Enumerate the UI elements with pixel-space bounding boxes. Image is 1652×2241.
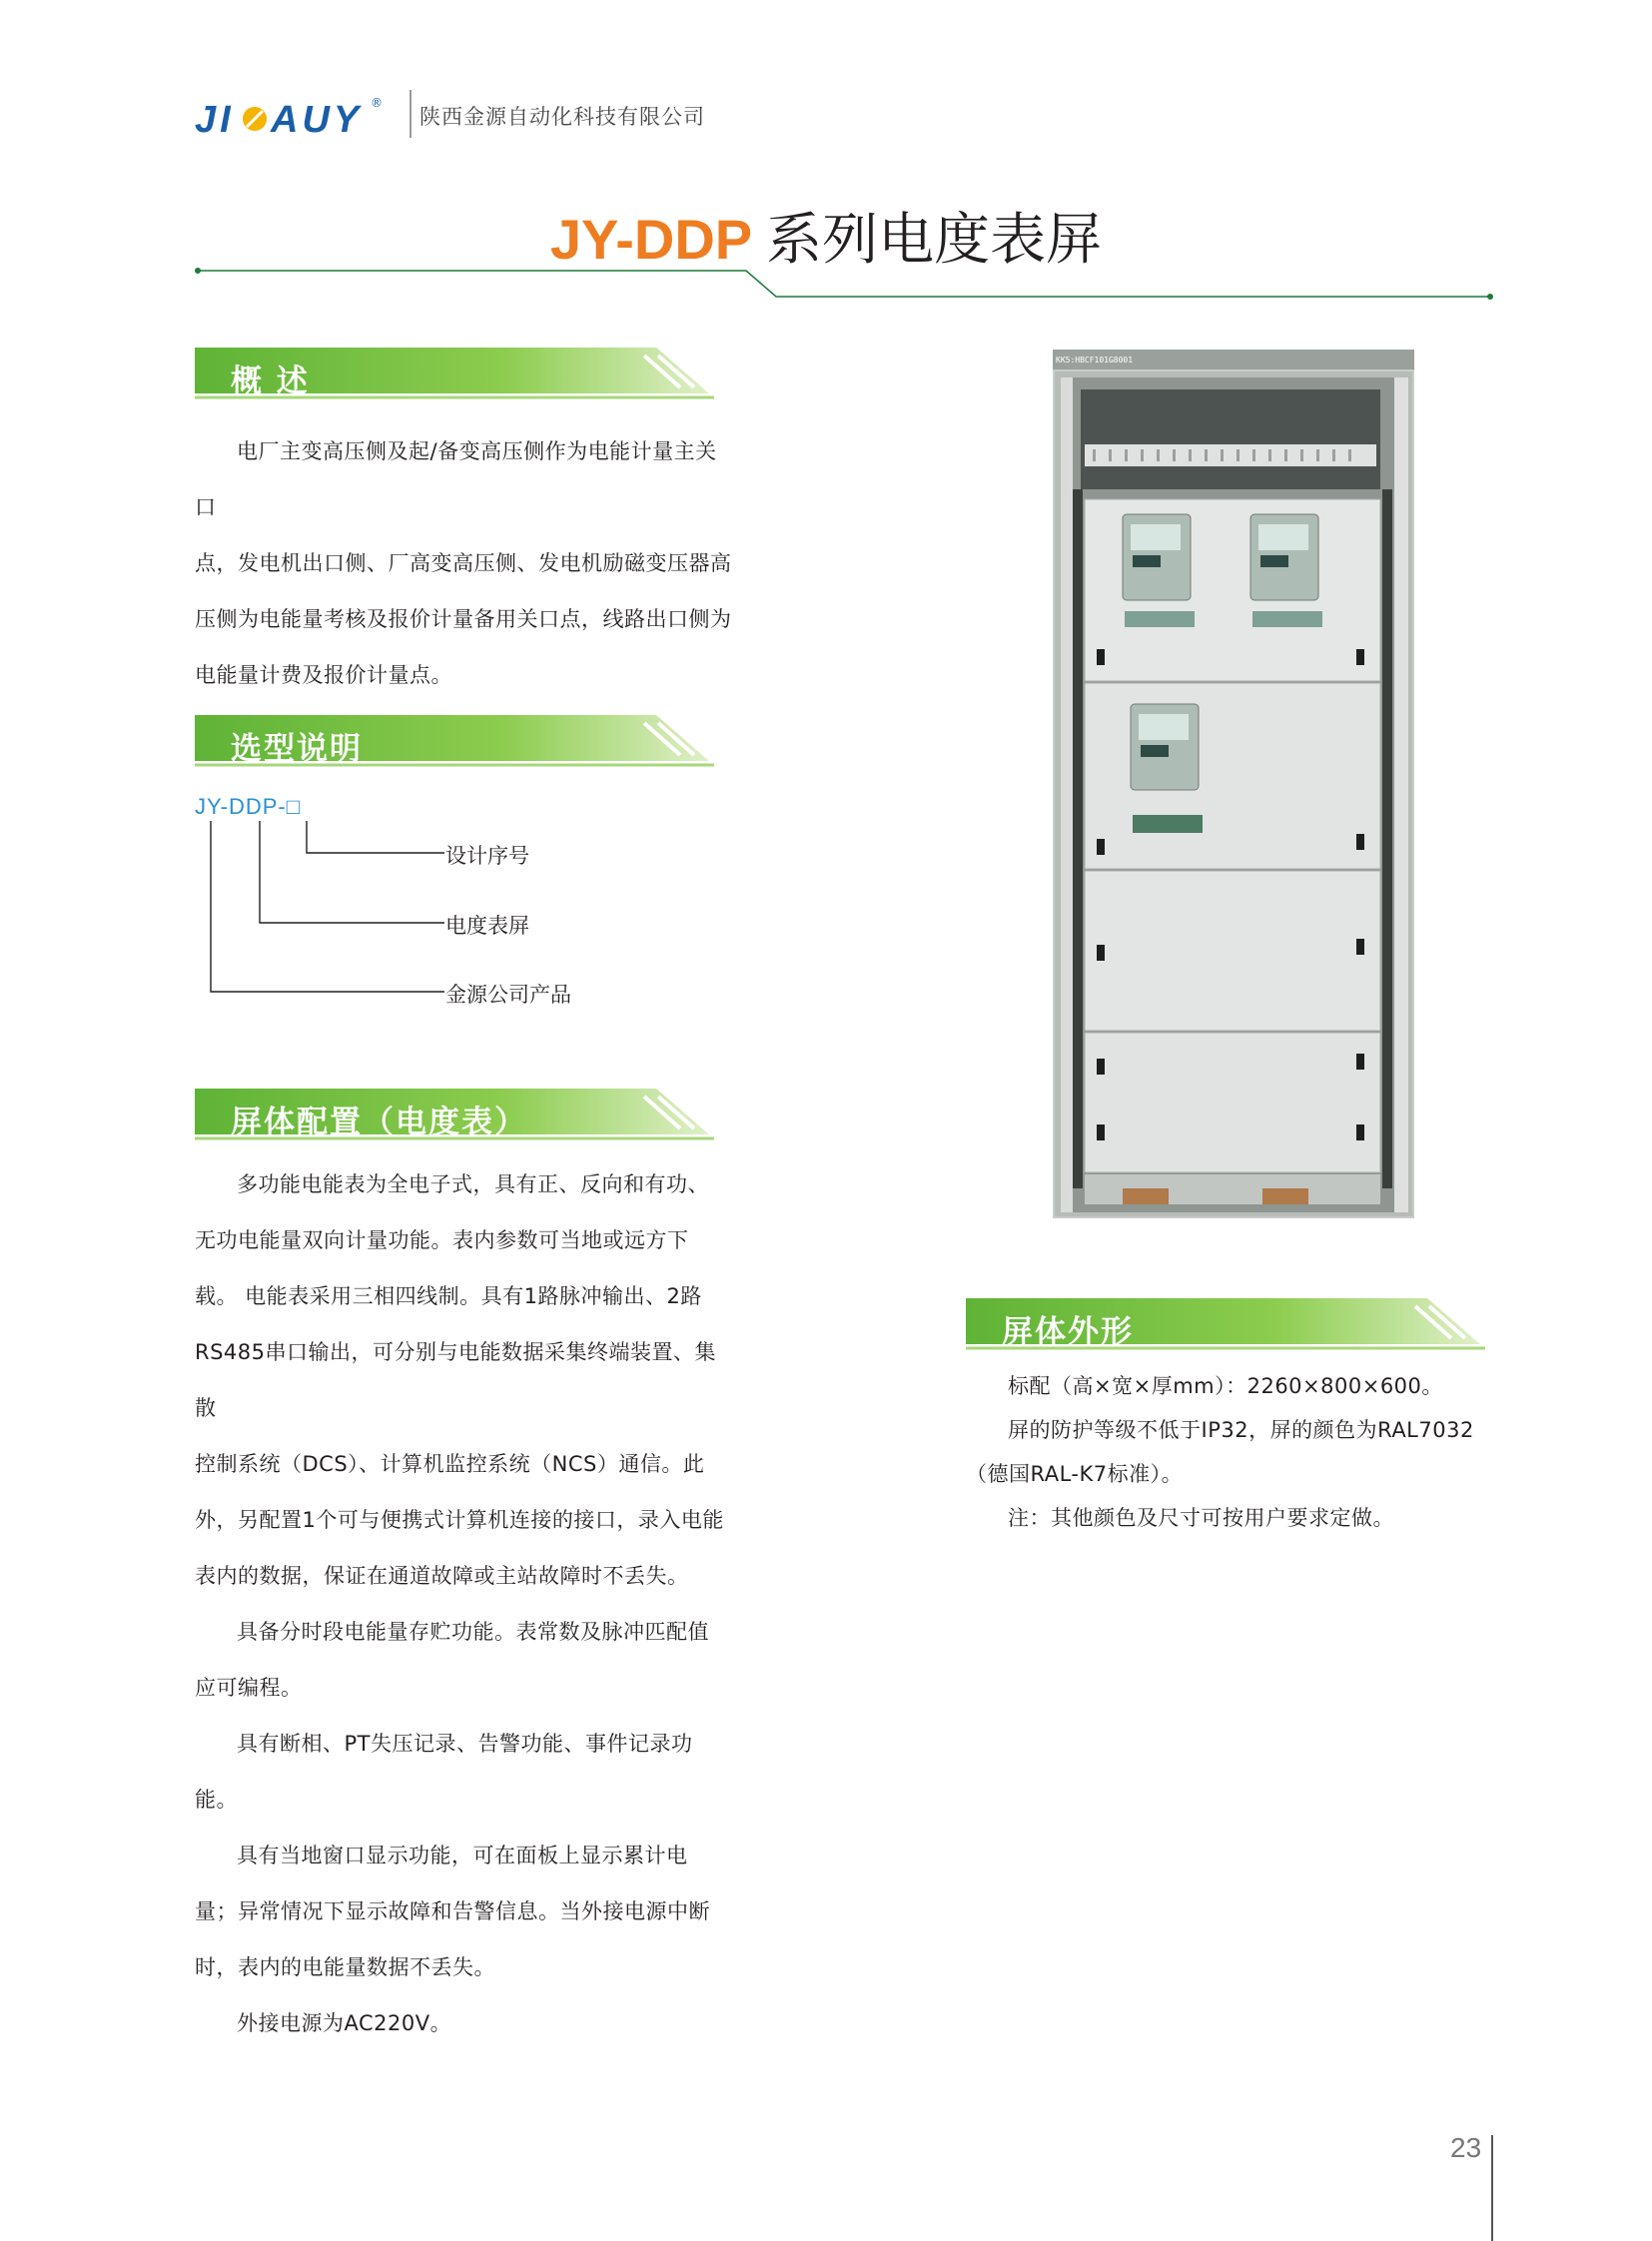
overview-line: 点，发电机出口侧、厂高变高压侧、发电机励磁变压器高 <box>195 551 732 575</box>
config-line: 多功能电能表为全电子式，具有正、反向和有功、 <box>237 1172 709 1196</box>
config-line: 具有断相、PT失压记录、告警功能、事件记录功能。 <box>195 1732 693 1812</box>
config-line: 外，另配置1个可与便携式计算机连接的接口，录入电能 <box>195 1508 724 1532</box>
logo-text: JI <box>195 99 235 141</box>
overview-text <box>195 423 734 703</box>
model-label-meter-panel: 电度表屏 <box>445 914 529 938</box>
config-line: 量；异常情况下显示故障和告警信息。当外接电源中断 <box>195 1899 710 1923</box>
page-number-rule <box>1491 2135 1493 2241</box>
config-line: 具有当地窗口显示功能，可在面板上显示累计电 <box>237 1844 688 1868</box>
config-line: 外接电源为AC220V。 <box>237 2011 452 2035</box>
section-header-overview <box>195 348 714 403</box>
model-breakdown-diagram <box>195 821 654 1001</box>
svg-text:AUY: AUY <box>271 99 364 141</box>
section-title-config: 屏体配置（电度表） <box>231 1105 527 1140</box>
company-logo <box>195 92 410 142</box>
overview-line: 压侧为电能量考核及报价计量备用关口点，线路出口侧为 <box>195 607 732 631</box>
config-line: 无功电能量双向计量功能。表内参数可当地或远方下 <box>195 1228 689 1252</box>
cabinet-photo <box>1053 350 1414 1218</box>
shape-line: 屏的防护等级不低于IP32，屏的颜色为RAL7032 <box>1008 1418 1474 1442</box>
shape-line: 注：其他颜色及尺寸可按用户要求定做。 <box>1008 1506 1394 1530</box>
config-line: 表内的数据，保证在通道故障或主站故障时不丢失。 <box>195 1564 689 1588</box>
registered-mark: ® <box>371 96 383 110</box>
model-label-design-seq: 设计序号 <box>445 844 529 868</box>
shape-text <box>966 1364 1505 1540</box>
product-code: JY-DDP <box>549 208 753 271</box>
config-text <box>195 1156 734 2051</box>
product-name: 系列电度表屏 <box>766 208 1103 273</box>
overview-line: 电厂主变高压侧及起/备变高压侧作为电能计量主关口 <box>195 439 717 519</box>
section-header-config <box>195 1089 714 1144</box>
shape-line: 标配（高×宽×厚mm）：2260×800×600。 <box>1008 1374 1443 1398</box>
section-title-overview: 概 述 <box>231 364 310 399</box>
title-underline <box>195 265 1493 305</box>
overview-line: 电能量计费及报价计量点。 <box>195 663 452 687</box>
config-line: 时，表内的电能量数据不丢失。 <box>195 1955 495 1979</box>
shape-line: （德国RAL-K7标准）。 <box>966 1462 1184 1486</box>
header-divider <box>410 90 412 138</box>
config-line: 应可编程。 <box>195 1676 303 1700</box>
model-code: JY-DDP-□ <box>195 794 302 819</box>
model-label-company-product: 金源公司产品 <box>445 983 571 1007</box>
section-title-selection: 选型说明 <box>231 731 363 767</box>
config-line: 具备分时段电能量存贮功能。表常数及脉冲匹配值 <box>237 1620 709 1644</box>
page-number: 23 <box>1450 2132 1482 2163</box>
nameplate-text: KK5:HBCF101G8001 <box>1056 356 1134 365</box>
config-line: 控制系统（DCS）、计算机监控系统（NCS）通信。此 <box>195 1452 705 1476</box>
section-title-shape: 屏体外形 <box>1002 1314 1134 1350</box>
config-line: 载。 电能表采用三相四线制。具有1路脉冲输出、2路 <box>195 1284 702 1308</box>
company-name: 陕西金源自动化科技有限公司 <box>419 105 705 129</box>
section-header-selection <box>195 715 714 771</box>
config-line: RS485串口输出，可分别与电能数据采集终端装置、集散 <box>195 1340 717 1420</box>
section-header-shape <box>966 1298 1485 1354</box>
